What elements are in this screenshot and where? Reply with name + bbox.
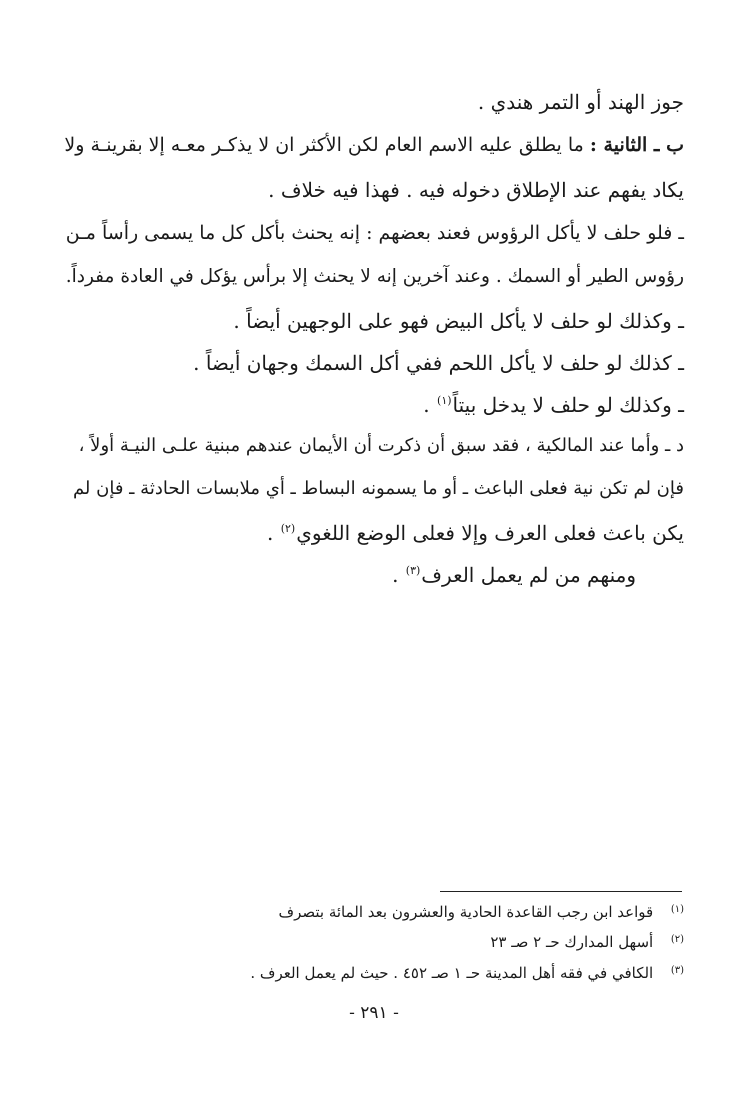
section-label-b: ب ـ الثانية : [589,134,684,156]
body-text: يكاد يفهم عند الإطلاق دخوله فيه . فهذا فيه خلاف . [268,178,684,202]
footnote-number: (٣) [670,965,684,976]
footnote-text: أسهل المدارك حـ ٢ صـ ٢٣ [490,933,654,951]
footnote-number: (١) [670,904,684,915]
footnote-number: (٢) [670,934,684,945]
footnote-3 [64,966,684,981]
footnote-text: قواعد ابن رجب القاعدة الحادية والعشرون بعد المائة بتصرف [278,903,654,921]
body-text: ـ وكذلك لو حلف لا يدخل بيتاً [452,393,684,417]
body-text: ـ فلو حلف لا يأكل الرؤوس فعند بعضهم : إنه يحنث بأكل كل ما يسمى رأساً مـن [65,222,684,244]
body-line-7 [64,353,684,373]
footnote-2 [64,935,684,950]
body-line-1 [64,92,684,112]
body-text: يكن باعث فعلى العرف وإلا فعلى الوضع اللغوي [296,521,684,545]
body-text: ما يطلق عليه الاسم العام لكن الأكثر ان لا يذكـر معـه إلا بقرينـة ولا [64,134,584,156]
body-text: . [423,393,437,417]
body-text: جوز الهند أو التمر هندي . [477,90,684,114]
body-line-12 [64,565,636,585]
page-number: - ٢٩١ - [349,1003,399,1023]
body-line-2 [64,136,684,155]
body-line-10 [64,480,684,498]
body-text: د ـ وأما عند المالكية ، فقد سبق أن ذكرت أن الأيمان عندهم مبنية علـى النيـة أولاً ، [78,435,684,456]
footnote-1 [64,905,684,920]
body-line-9 [64,437,684,455]
body-text: ومنهم من لم يعمل العرف [421,563,636,587]
body-text: ـ كذلك لو حلف لا يأكل اللحم ففي أكل السمك وجهان أيضاً . [193,351,684,375]
footnote-divider [440,891,682,892]
body-text: . [266,521,280,545]
footnote-marker-2: (٢) [280,522,296,535]
footnote-marker-1: (١) [437,394,452,407]
body-line-3 [64,180,684,200]
body-text: ـ وكذلك لو حلف لا يأكل البيض فهو على الوجهين أيضاً . [233,309,684,333]
body-line-11 [64,523,684,543]
footnote-marker-3: (٣) [405,564,421,577]
body-text: رؤوس الطير أو السمك . وعند آخرين إنه لا يحنث إلا برأس يؤكل في العادة مفرداً. [65,266,684,287]
body-line-6 [64,311,684,331]
footnote-text: الكافي في فقه أهل المدينة حـ ١ صـ ٤٥٢ . حيث لم يعمل العرف . [250,964,654,982]
body-line-4 [64,224,684,243]
body-line-8 [64,395,684,415]
body-line-5 [64,268,684,287]
body-text: . [392,563,405,587]
body-text: فإن لم تكن نية فعلى الباعث ـ أو ما يسمونه البساط ـ أي ملابسات الحادثة ـ فإن لم [72,478,684,499]
